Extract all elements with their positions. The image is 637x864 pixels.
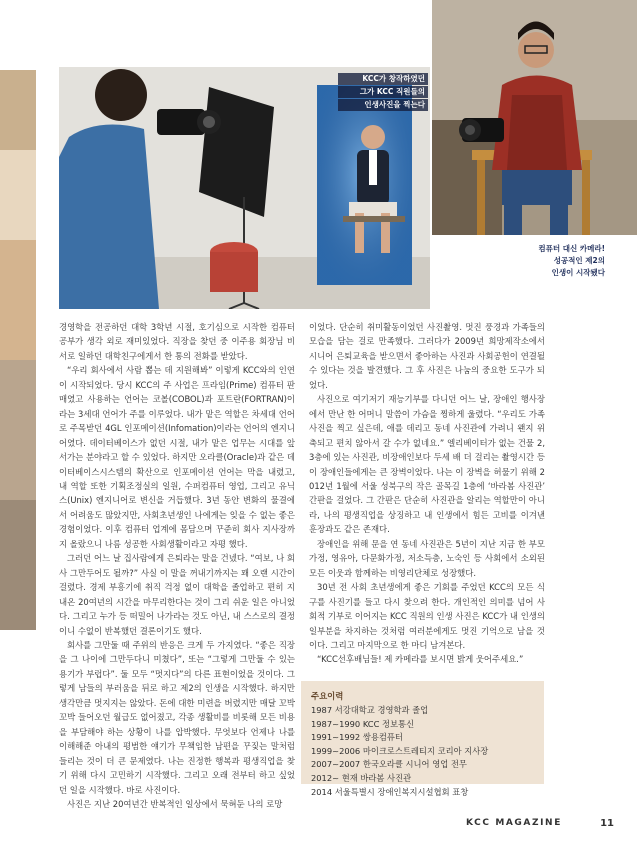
- article-paragraph: 경영학을 전공하던 대학 3학년 시절, 호기심으로 시작한 컴퓨터 공부가 생각 외로 재미있었다. 직장을 찾던 중 이주용 회장님 비서로 일하던 대학친구에게서 한 통의 전화를 받았다.: [59, 322, 295, 361]
- studio-caption-line-3: 인생사진을 찍는다: [338, 99, 428, 111]
- article-paragraph: 회사를 그만둘 때 주위의 반응은 크게 두 가지였다. “좋은 직장을 그 나이에 그만두다니 미쳤다”, 또는 “그렇게 그만둘 수 있는 용기가 부럽다”. 둘 모두 “멋지다”의 다른 표현이었을 것이다. 그렇게 남들의 부러움을 뒤로 하고 제2의 인생을 시작했다. 하지만 생각만큼 멋지지는 않았다. 돈에 대한 미련을 버렸지만 매달 꼬박꼬박 들어오던 월급도 없어졌고, 각종 생활비를 비롯해 모든 비용을 부담해야 하는 상황이 나를 압박했다. 무엇보다 언제나 나를 이해해준 아내의 평범한 얘기가 무책임한 남편을 꾸짖는 말처럼 들리는 것이 더 큰 문제였다. 나는 진정한 행복과 평생직업을 찾기 위해 다시 고민하기 시작했다. 그리고 오래 전부터 하고 싶었던 일을 시작했다. 바로 사진이다.: [59, 639, 295, 795]
- career-item: 1987 서강대학교 경영학과 졸업: [311, 705, 429, 715]
- career-item: 1991~1992 쌍용컴퓨터: [311, 732, 403, 743]
- portrait-photo: [432, 0, 637, 235]
- article-column-right: [309, 320, 545, 667]
- career-item: 2007~2007 한국오라클 시니어 영업 전무: [311, 759, 467, 770]
- career-item: 1999~2006 마이크로스트레티지 코리아 지사장: [311, 745, 489, 756]
- article-paragraph: 이었다. 단순히 취미활동이었던 사진촬영. 멋진 풍경과 가족들의 모습을 담는 걸로 만족했다. 그러다가 2009년 희망제작소에서 시니어 은퇴교육을 받으면서 좋아하는 사진과 사회공헌이 연결될 수 있다는 것을 발견했다. 그 후 사진은 나눔의 중요한 도구가 되었다.: [309, 322, 545, 390]
- article-column-left: [59, 320, 295, 811]
- studio-caption-line-1: KCC가 창작하였던: [338, 73, 428, 85]
- article-paragraph: 사진으로 여기저기 재능기부를 다니던 어느 날, 장애인 행사장에서 만난 한 어머니 말씀이 가슴을 찡하게 울렸다. “우리도 가족사진을 찍고 싶은데, 애를 데리고 동네 사진관에 가려니 왠지 위축되고 편치 않아서 갈 수가 없네요.” 엘리베이터가 없는 건물 2, 3층에 있는 사진관, 비장애인보다 두세 배 더 걸리는 촬영시간 등이 장애인들에게는 큰 장벽이었다. 나는 이 장벽을 허물기 위해 2012년 1월에 서울 성북구의 작은 골목길 1층에 ‘바라봄 사진관’ 간판을 걸었다. 그 간판은 단순히 사진관을 알리는 역할만이 아니라, 나의 평생직업을 상징하고 내 인생에서 힘든 고비를 이겨낸 훈장과도 같은 존재다.: [309, 394, 545, 535]
- career-list: [311, 704, 534, 799]
- article-paragraph: “우리 회사에서 사람 뽑는 데 지원해봐” 이렇게 KCC와의 인연이 시작되었다. 당시 KCC의 주 사업은 프라임(Prime) 컴퓨터 판매였고 사용하는 언어는 코볼(COBOL)과 포트란(FORTRAN)이라는 3세대 언어가 주를 이루었다. 내가 맡은 역할은 차세대 언어로 주목받던 4GL 인포메이션(Infomation)이라는 언어의 엔지니어였다. 데이터베이스가 없던 시절, 내가 맡은 업무는 시대를 앞서가는 분야라고 할 수 있었다. 하지만 오라클(Oracle)과 같은 데이터베이스시스템의 확산으로 인포메이션 언어는 막을 내렸고, 내 역할 또한 기획조정실의 일원, 수퍼컴퓨터 영업, 그리고 유닉스(Unix) 엔지니어로 변신을 거듭했다. 3년 동안 변화의 물결에서 어려움도 많았지만, 사회초년생인 나에게는 잊을 수 없는 좋은 경험이었다. 이후 컴퓨터 업계에 몸담으며 꾸준히 회사 지사장까지 올랐으니 나름 성공한 사회생활이라고 자평 했다.: [59, 365, 295, 549]
- article-paragraph: 사진은 지난 20여년간 반복적인 일상에서 묵혀둔 나의 로망: [67, 798, 283, 809]
- career-item: 1987~1990 KCC 정보통신: [311, 718, 415, 729]
- portrait-caption-line-1: 컴퓨터 대신 카메라!: [538, 244, 605, 253]
- portrait-caption-line-2: 성공적인 제2의: [553, 256, 605, 266]
- portrait-illustration: [432, 0, 637, 235]
- career-history-box: [301, 681, 544, 797]
- page-number: 11: [600, 818, 614, 829]
- article-paragraph: “KCC선후배님들! 제 카메라를 보시면 밝게 웃어주세요.”: [317, 654, 524, 665]
- article-paragraph: 30년 전 사회 초년생에게 좋은 기회를 주었던 KCC의 모든 식구를 사진기를 들고 다시 찾으려 한다. 개인적인 의미를 넘어 사회적 기부로 이어지는 KCC 직원의 인생 사진은 KCC가 내 인생의 일부분을 차지하는 것처럼 여러분에게도 멋진 기억으로 남을 것이다. 그리고 마지막으로 한 마디 남겨본다.: [309, 582, 545, 650]
- article-paragraph: 장애인을 위해 문을 연 동네 사진관은 5년이 지난 지금 한 부모가정, 영유아, 다문화가정, 저소득층, 노숙인 등 사회에서 소외된 모든 이웃과 함께하는 비영리단체로 성장했다.: [309, 538, 545, 578]
- studio-photo: [59, 67, 430, 309]
- career-title: 주요이력: [311, 691, 344, 701]
- magazine-name: KCC MAGAZINE: [466, 818, 562, 828]
- career-item: 2012~ 현재 바라봄 사진관: [311, 772, 412, 783]
- studio-caption-line-2: 그가 KCC 직원들의: [338, 86, 428, 98]
- left-edge-photo: [0, 70, 36, 630]
- article-paragraph: 그러던 어느 날 집사람에게 은퇴라는 말을 건넸다. “여보, 나 회사 그만두어도 될까?” 사실 이 말을 꺼내기까지는 꽤 오랜 시간이 걸렸다. 경제 부흥기에 취직 걱정 없이 대학을 졸업하고 편히 지내온 20여년의 시간을 마무리한다는 것이 그리 쉬운 일은 아니었다. 그리고 누가 등 떠밀어 나가라는 것도 아닌, 내 스스로의 결정이니 수없이 반복했던 결론이기도 했다.: [59, 553, 295, 636]
- studio-photo-caption: [338, 73, 428, 112]
- portrait-caption-line-3: 인생이 시작됐다: [551, 268, 605, 278]
- page-footer: [466, 818, 616, 832]
- portrait-photo-caption: [497, 243, 605, 280]
- career-item: 2014 서울특별시 장애인복지시설협회 표창: [311, 786, 469, 797]
